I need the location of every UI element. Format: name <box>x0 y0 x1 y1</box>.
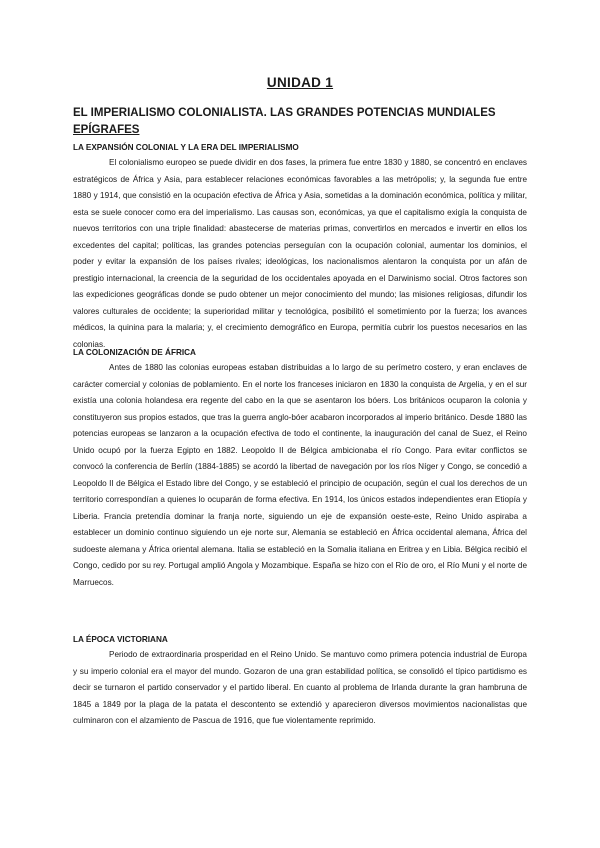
section-heading-expansion-colonial: LA EXPANSIÓN COLONIAL Y LA ERA DEL IMPERIALISMO <box>73 143 299 152</box>
epigrafes-heading: EPÍGRAFES <box>73 124 140 136</box>
section-body-expansion-colonial: El colonialismo europeo se puede dividir en dos fases, la primera fue entre 1830 y 1880, se concentró en enclaves estratégicos de África y Asia, para establecer relaciones económicas favorables a las metrópolis; y, la segunda fue entre 1880 y 1914, que consistió en la ocupación efectiva de África y Asia, sometidas a la dominación económica, política y militar, esta se suele conocer como era del imperialismo. Las causas son, económicas, ya que el capitalismo exigía la conquista de nuevos territorios con una triple finalidad: abastecerse de materias primas, convertirlos en mercados e invertir en ellos los excedentes del capital; políticas, las grandes potencias perseguían con la ocupación colonial, aumentar los dominios, el poder y evitar la expansión de los países rivales; ideológicas, los nacionalismos alentaron la conquista por un afán de prestigio internacional, la creencia de la seguridad de los occidentales apoyada en el Darwinismo social. Otros factores son las expediciones geográficas donde se pudo obtener un mejor conocimiento del mundo; las misiones religiosas, difundir los valores culturales de occidente; la superioridad militar y tecnológica, posibilitó el sometimiento por la fuerza; los avances médicos, la quinina para la malaria; y, el crecimiento demográfico en Europa, permitía cubrir los puestos necesarios en las colonias. <box>73 158 527 349</box>
section-body-epoca-victoriana: Periodo de extraordinaria prosperidad en el Reino Unido. Se mantuvo como primera potencia industrial de Europa y su imperio colonial era el mayor del mundo. Gozaron de una gran estabilidad política, se consolidó el típico partidismo es decir se turnaron el partido conservador y el partido liberal. En cuanto al problema de Irlanda durante la gran hambruna de 1845 a 1849 por la plaga de la patata el descontento se extendió y aparecieron diversos movimientos nacionalistas que culminaron con el alzamiento de Pascua de 1916, que fue violentamente reprimido. <box>73 650 527 725</box>
section-body-colonizacion-africa: Antes de 1880 las colonias europeas estaban distribuidas a lo largo de su perímetro costero, y eran enclaves de carácter comercial y colonias de poblamiento. En el norte los franceses iniciaron en 1830 la conquista de Argelia, y en el sur existía una colonia holandesa era regente del cabo en la que se asentaron los bóers. Los británicos ocuparon la colonia y constituyeron sus propios estados, que tras la guerra anglo-bóer acabaron incorporados al imperio británico. Desde 1880 las potencias europeas se lanzaron a la ocupación efectiva de todo el continente, la inauguración del canal de Suez, el Reino Unido ocupó por la fuerza Egipto en 1882. Leopoldo II de Bélgica ambicionaba el río Congo. Para evitar conflictos se convocó la conferencia de Berlín (1884-1885) se acordó la libertad de navegación por los ríos Níger y Congo, se concedió a Leopoldo II de Bélgica el Estado libre del Congo, y se estableció el principio de ocupación, según el cual los derechos de un territorio correspondían a quienes lo ocuparán de forma efectiva. En 1914, los únicos estados independientes eran Etiopía y Liberia. Francia pretendía dominar la franja norte, siguiendo un eje de expansión oeste-este, Reino Unido aspiraba a establecer un dominio continuo siguiendo un eje norte sur, Alemania se estableció en África occidental alemana, África del sudoeste alemana y África oriental alemana. Italia se estableció en la Somalia italiana en Eritrea y en Libia. Bélgica recibió el Congo, cedido por su rey. Portugal amplió Angola y Mozambique. España se hizo con el Río de oro, el Río Muni y el norte de Marruecos. <box>73 363 527 587</box>
section-heading-epoca-victoriana: LA ÉPOCA VICTORIANA <box>73 635 168 644</box>
section-heading-colonizacion-africa: LA COLONIZACIÓN DE ÁFRICA <box>73 348 196 357</box>
main-title: EL IMPERIALISMO COLONIALISTA. LAS GRANDES POTENCIAS MUNDIALES <box>73 107 496 119</box>
unit-title: UNIDAD 1 <box>266 75 334 90</box>
